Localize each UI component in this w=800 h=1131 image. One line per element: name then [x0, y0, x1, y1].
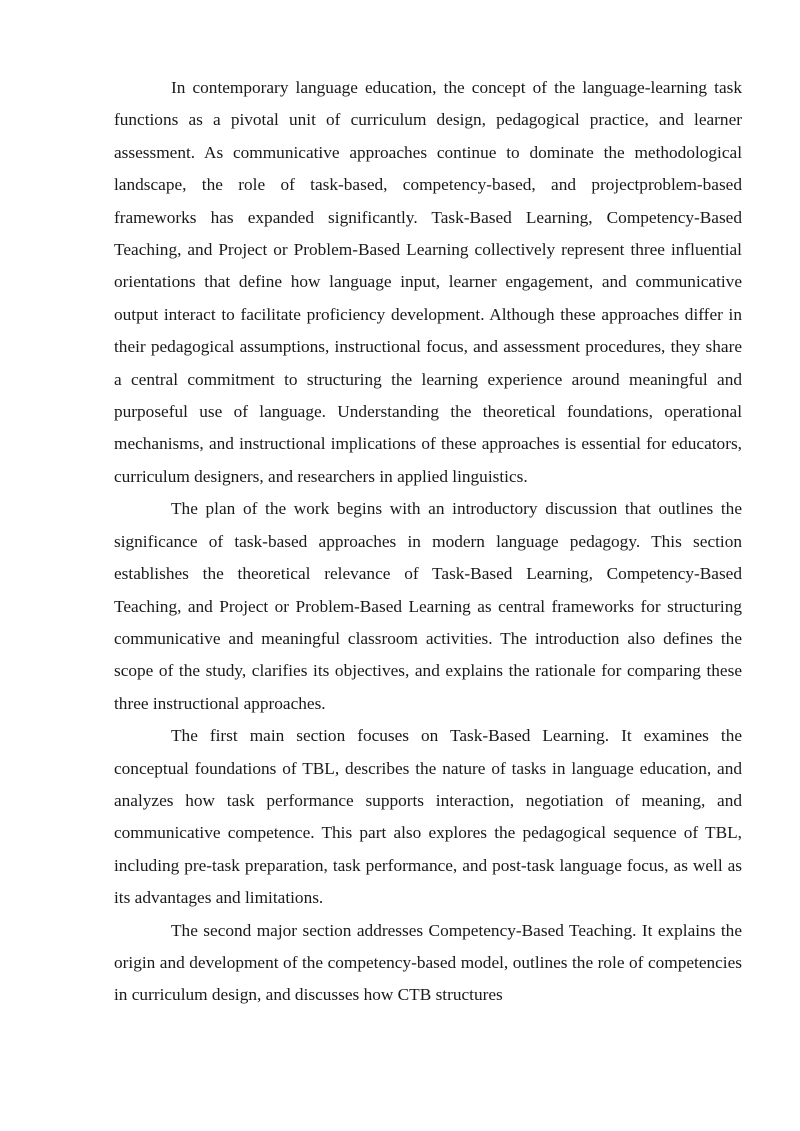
- paragraph-plan-of-work: The plan of the work begins with an introductory discussion that outlines the significance of task-based approaches in modern language pedagogy. This section establishes the theoretical relevance of Task-Based Learning, Competency-Based Teaching, and Project or Problem-Based Learning as central frameworks for structuring communicative and meaningful classroom activities. The introduction also defines the scope of the study, clarifies its objectives, and explains the rationale for comparing these three instructional approaches.: [114, 499, 742, 713]
- paragraph-introduction: In contemporary language education, the concept of the language-learning task functions as a pivotal unit of curriculum design, pedagogical practice, and learner assessment. As communicative approaches continue to dominate the methodological landscape, the role of task-based, competency-based, and projectproblem-based frameworks has expanded significantly. Task-Based Learning, Competency-Based Teaching, and Project or Problem-Based Learning collectively represent three influential orientations that define how language input, learner engagement, and communicative output interact to facilitate proficiency development. Although these approaches differ in their pedagogical assumptions, instructional focus, and assessment procedures, they share a central commitment to structuring the learning experience around meaningful and purposeful use of language. Understanding the theoretical foundations, operational mechanisms, and instructional implications of these approaches is essential for educators, curriculum designers, and researchers in applied linguistics.: [114, 78, 742, 486]
- document-page: [114, 72, 742, 1012]
- paragraph-task-based-learning: The first main section focuses on Task-Based Learning. It examines the conceptual foundations of TBL, describes the nature of tasks in language education, and analyzes how task performance supports interaction, negotiation of meaning, and communicative competence. This part also explores the pedagogical sequence of TBL, including pre-task preparation, task performance, and post-task language focus, as well as its advantages and limitations.: [114, 726, 742, 908]
- paragraph-competency-based-teaching: The second major section addresses Competency-Based Teaching. It explains the origin and development of the competency-based model, outlines the role of competencies in curriculum design, and discusses how CTB structures: [114, 920, 742, 1005]
